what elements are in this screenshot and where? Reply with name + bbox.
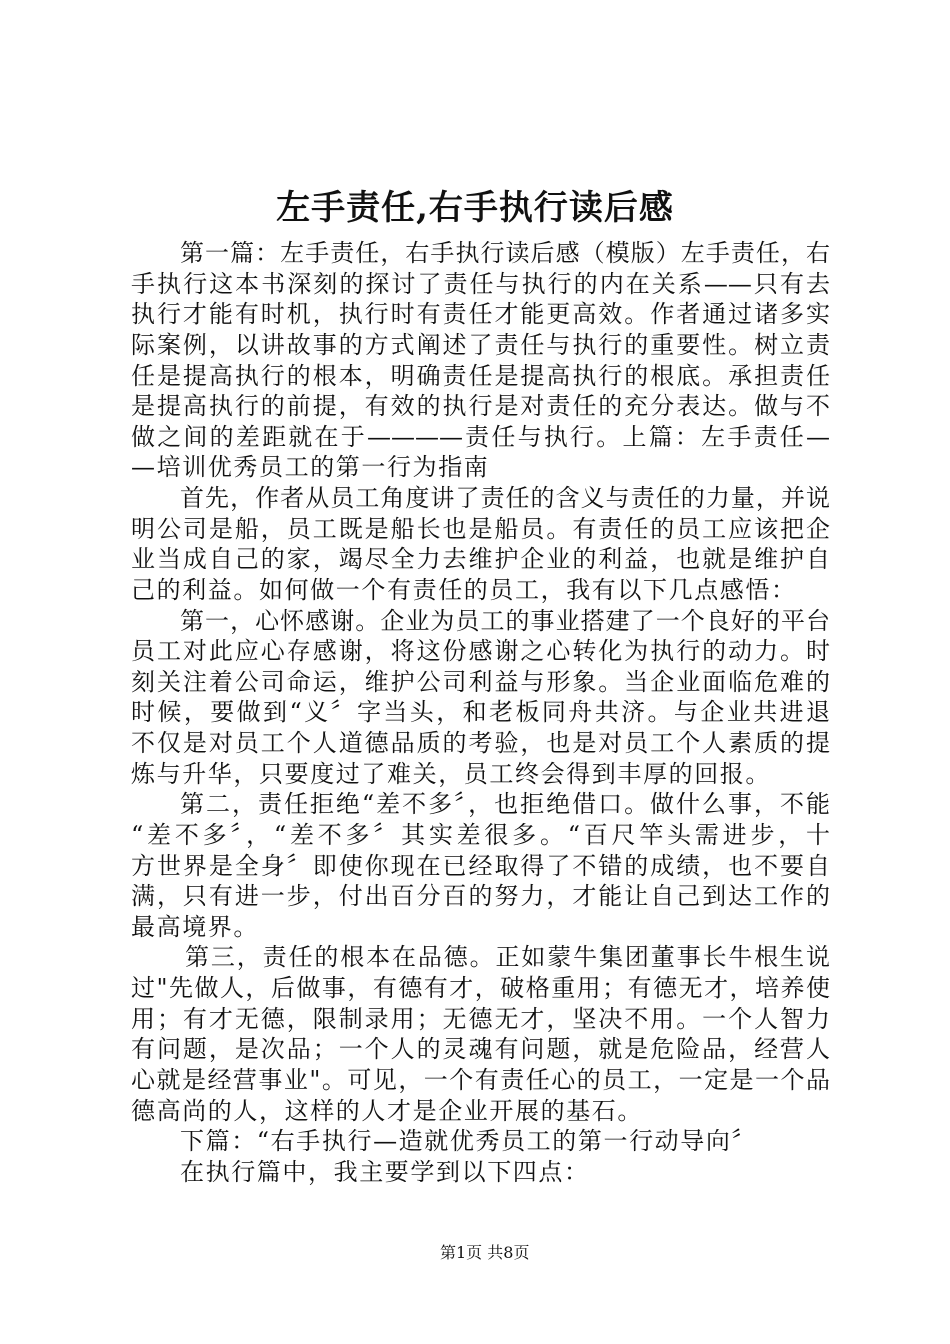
body-line: 心就是经营事业"。可见，一个有责任心的员工，一定是一个品 — [131, 1065, 830, 1094]
body-line: 方世界是全身〞即使你现在已经取得了不错的成绩，也不要自 — [131, 851, 830, 880]
body-line: 明公司是船，员工既是船长也是船员。有责任的员工应该把企 — [131, 514, 830, 543]
body-line: 第三，责任的根本在品德。正如蒙牛集团董事长牛根生说 — [185, 943, 830, 972]
body-line: 刻关注着公司命运，维护公司利益与形象。当企业面临危难的 — [131, 667, 830, 696]
body-line: 首先，作者从员工角度讲了责任的含义与责任的力量，并说 — [180, 484, 830, 512]
body-line: 炼与升华，只要度过了难关，员工终会得到丰厚的回报。 — [131, 759, 771, 788]
body-line: 第一篇：左手责任，右手执行读后感（模版）左手责任，右 — [180, 239, 830, 267]
body-line: 在执行篇中，我主要学到以下四点： — [180, 1157, 590, 1186]
body-line: 际案例，以讲故事的方式阐述了责任与执行的重要性。树立责 — [131, 330, 830, 359]
body-line: 做之间的差距就在于————责任与执行。上篇：左手责任— — [131, 422, 830, 451]
body-line: 有问题，是次品；一个人的灵魂有问题，就是危险品，经营人 — [131, 1035, 830, 1064]
body-line: 时候，要做到“义〞字当头，和老板同舟共济。与企业共进退 — [131, 698, 830, 727]
body-line: 业当成自己的家，竭尽全力去维护企业的利益，也就是维护自 — [131, 545, 830, 574]
paragraph — [131, 1157, 830, 1188]
paragraph — [131, 789, 830, 942]
paragraph — [131, 942, 830, 1126]
body-line: 满，只有进一步，付出百分百的努力，才能让自己到达工作的 — [131, 882, 830, 911]
paragraph — [131, 1126, 830, 1157]
document-title: 左手责任,右手执行读后感 — [276, 188, 674, 228]
body-line: 过"先做人，后做事，有德有才，破格重用；有德无才，培养使 — [131, 974, 830, 1002]
body-line: 任是提高执行的根本，明确责任是提高执行的根底。承担责任 — [131, 361, 830, 390]
page-number-footer: 第1页 共8页 — [440, 1243, 530, 1262]
body-line: 用；有才无德，限制录用；无德无才，坚决不用。一个人智力 — [131, 1004, 830, 1033]
body-line: 员工对此应心存感谢，将这份感谢之心转化为执行的动力。时 — [131, 637, 830, 666]
body-line: 不仅是对员工个人道德品质的考验，也是对员工个人素质的提 — [131, 729, 830, 757]
body-line: 是提高执行的前提，有效的执行是对责任的充分表达。做与不 — [131, 392, 830, 421]
body-line: 最高境界。 — [131, 912, 259, 941]
body-line: 德高尚的人，这样的人才是企业开展的基石。 — [131, 1096, 643, 1125]
document-body — [131, 238, 830, 1187]
body-line: 第一，心怀感谢。企业为员工的事业搭建了一个良好的平台 — [180, 606, 830, 635]
body-line: 己的利益。如何做一个有责任的员工，我有以下几点感悟： — [131, 575, 797, 604]
paragraph — [131, 606, 830, 790]
body-line: 执行才能有时机，执行时有责任才能更高效。作者通过诸多实 — [131, 300, 830, 329]
paragraph — [131, 238, 830, 483]
body-line: 第二，责任拒绝“差不多〞，也拒绝借口。做什么事，不能 — [180, 790, 830, 819]
body-line: —培训优秀员工的第一行为指南 — [131, 453, 490, 482]
body-line: 下篇：“右手执行—造就优秀员工的第一行动导向〞 — [180, 1127, 758, 1156]
body-line: 手执行这本书深刻的探讨了责任与执行的内在关系——只有去 — [131, 269, 830, 298]
paragraph — [131, 483, 830, 606]
body-line: “差不多〞，“差不多〞其实差很多。“百尺竿头需进步，十 — [131, 820, 830, 849]
